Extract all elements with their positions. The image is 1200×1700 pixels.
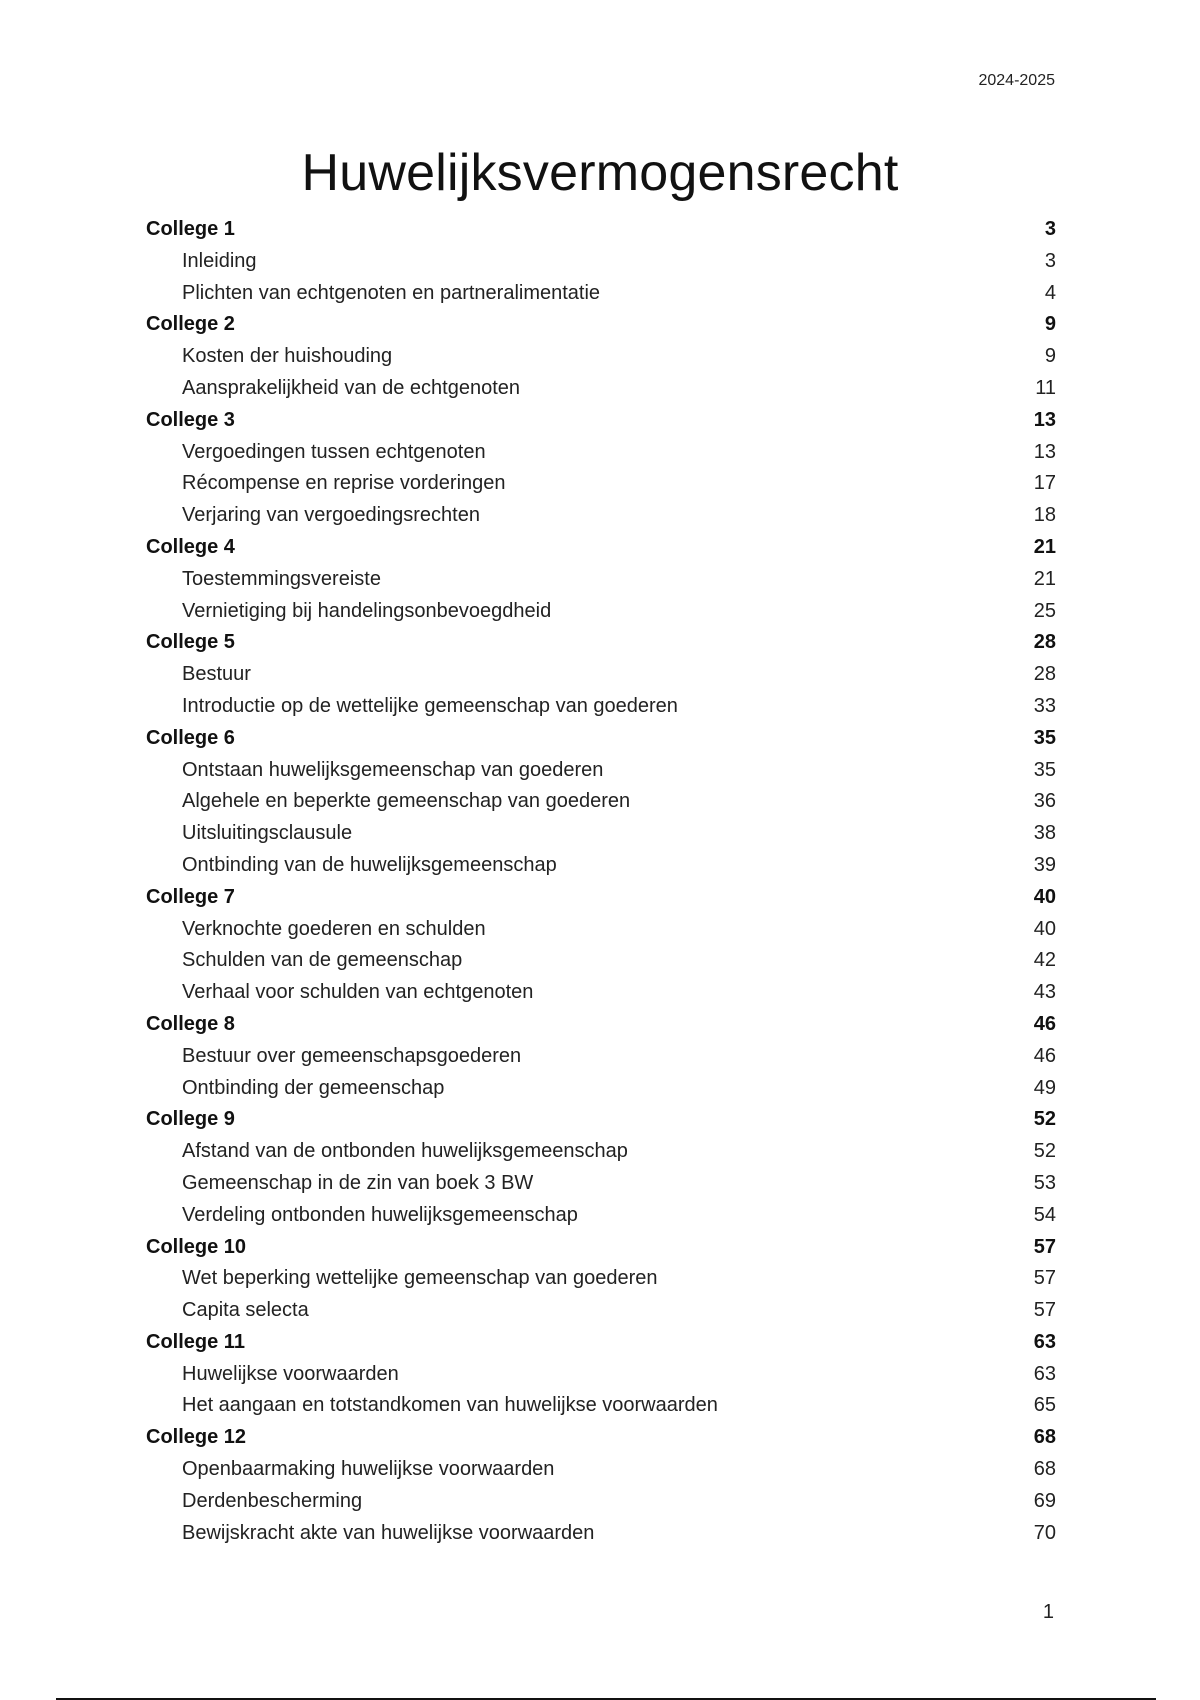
toc-chapter-entry[interactable]	[146, 313, 1056, 345]
toc-entry-page-number: 25	[1033, 599, 1056, 622]
toc-chapter-entry[interactable]	[146, 1108, 1056, 1140]
toc-chapter-entry[interactable]	[146, 886, 1056, 918]
toc-entry-label: Openbaarmaking huwelijkse voorwaarden	[182, 1458, 555, 1481]
toc-entry-page-number: 3	[1044, 249, 1056, 272]
toc-entry-label: Schulden van de gemeenschap	[182, 949, 463, 972]
toc-chapter-entry[interactable]	[146, 631, 1056, 663]
toc-chapter-entry[interactable]	[146, 218, 1056, 250]
toc-entry-page-number: 28	[1033, 663, 1056, 686]
toc-entry-page-number: 17	[1033, 472, 1056, 495]
toc-entry-page-number: 69	[1033, 1489, 1056, 1512]
toc-entry-label: College 9	[146, 1108, 235, 1131]
toc-entry-page-number: 13	[1033, 440, 1056, 463]
toc-section-entry[interactable]	[146, 918, 1056, 950]
toc-entry-page-number: 40	[1033, 885, 1056, 908]
toc-entry-page-number: 52	[1033, 1140, 1056, 1163]
toc-entry-label: Algehele en beperkte gemeenschap van goederen	[182, 790, 631, 813]
document-title: Huwelijksvermogensrecht	[301, 144, 899, 202]
toc-entry-page-number: 63	[1033, 1362, 1056, 1385]
toc-entry-label: Verjaring van vergoedingsrechten	[182, 504, 480, 527]
toc-section-entry[interactable]	[146, 568, 1056, 600]
toc-section-entry[interactable]	[146, 822, 1056, 854]
toc-chapter-entry[interactable]	[146, 1426, 1056, 1458]
toc-entry-page-number: 3	[1044, 218, 1056, 240]
toc-section-entry[interactable]	[146, 377, 1056, 409]
table-of-contents	[146, 218, 1056, 1553]
toc-entry-label: Ontbinding der gemeenschap	[182, 1076, 445, 1099]
toc-entry-label: Inleiding	[182, 249, 257, 272]
toc-section-entry[interactable]	[146, 663, 1056, 695]
toc-entry-label: Capita selecta	[182, 1299, 309, 1322]
toc-entry-label: Introductie op de wettelijke gemeenschap van goederen	[182, 694, 678, 717]
toc-chapter-entry[interactable]	[146, 409, 1056, 441]
toc-entry-page-number: 57	[1033, 1299, 1056, 1322]
toc-entry-page-number: 54	[1033, 1203, 1056, 1226]
toc-chapter-entry[interactable]	[146, 1236, 1056, 1268]
toc-entry-page-number: 57	[1033, 1235, 1056, 1258]
toc-entry-page-number: 21	[1033, 535, 1056, 558]
toc-entry-label: Aansprakelijkheid van de echtgenoten	[182, 376, 521, 399]
toc-section-entry[interactable]	[146, 790, 1056, 822]
toc-entry-label: Het aangaan en totstandkomen van huwelijkse voorwaarden	[182, 1394, 718, 1417]
toc-entry-page-number: 52	[1033, 1108, 1056, 1131]
toc-entry-label: Kosten der huishouding	[182, 345, 393, 368]
toc-section-entry[interactable]	[146, 1267, 1056, 1299]
toc-section-entry[interactable]	[146, 345, 1056, 377]
toc-entry-label: College 12	[146, 1426, 247, 1449]
toc-entry-label: Plichten van echtgenoten en partneralimentatie	[182, 281, 601, 304]
toc-entry-label: College 1	[146, 218, 235, 240]
toc-entry-label: College 4	[146, 535, 235, 558]
toc-section-entry[interactable]	[146, 1522, 1056, 1554]
toc-section-entry[interactable]	[146, 1204, 1056, 1236]
toc-section-entry[interactable]	[146, 1172, 1056, 1204]
toc-section-entry[interactable]	[146, 1363, 1056, 1395]
toc-entry-label: Vergoedingen tussen echtgenoten	[182, 440, 486, 463]
toc-entry-label: Vernietiging bij handelingsonbevoegdheid	[182, 599, 552, 622]
toc-entry-page-number: 65	[1033, 1394, 1056, 1417]
toc-entry-page-number: 35	[1033, 726, 1056, 749]
toc-entry-page-number: 28	[1033, 631, 1056, 654]
toc-section-entry[interactable]	[146, 1394, 1056, 1426]
toc-entry-page-number: 18	[1033, 504, 1056, 527]
toc-entry-label: Huwelijkse voorwaarden	[182, 1362, 399, 1385]
toc-entry-label: College 5	[146, 631, 235, 654]
toc-entry-label: Verdeling ontbonden huwelijksgemeenschap	[182, 1203, 578, 1226]
toc-entry-page-number: 9	[1044, 345, 1056, 368]
toc-entry-page-number: 68	[1033, 1426, 1056, 1449]
toc-entry-label: Afstand van de ontbonden huwelijksgemeenschap	[182, 1140, 628, 1163]
toc-section-entry[interactable]	[146, 949, 1056, 981]
toc-entry-label: College 10	[146, 1235, 247, 1258]
toc-entry-label: Bestuur over gemeenschapsgoederen	[182, 1044, 522, 1067]
toc-entry-page-number: 63	[1033, 1330, 1056, 1353]
page-number: 1	[1042, 1601, 1054, 1623]
toc-entry-label: College 7	[146, 885, 235, 908]
toc-entry-page-number: 39	[1033, 853, 1056, 876]
toc-chapter-entry[interactable]	[146, 1013, 1056, 1045]
toc-entry-page-number: 35	[1033, 758, 1056, 781]
toc-section-entry[interactable]	[146, 854, 1056, 886]
toc-entry-label: Toestemmingsvereiste	[182, 567, 381, 590]
toc-section-entry[interactable]	[146, 1458, 1056, 1490]
toc-section-entry[interactable]	[146, 1077, 1056, 1109]
toc-entry-label: College 8	[146, 1012, 235, 1035]
toc-entry-page-number: 11	[1035, 376, 1056, 399]
toc-entry-label: College 2	[146, 313, 235, 336]
toc-entry-page-number: 46	[1033, 1012, 1056, 1035]
toc-entry-page-number: 9	[1044, 313, 1056, 336]
toc-entry-label: Gemeenschap in de zin van boek 3 BW	[182, 1171, 534, 1194]
toc-entry-page-number: 4	[1044, 281, 1056, 304]
toc-chapter-entry[interactable]	[146, 1331, 1056, 1363]
toc-entry-label: Uitsluitingsclausule	[182, 822, 353, 845]
toc-chapter-entry[interactable]	[146, 536, 1056, 568]
toc-entry-page-number: 33	[1033, 694, 1056, 717]
toc-section-entry[interactable]	[146, 1140, 1056, 1172]
toc-entry-page-number: 43	[1033, 981, 1056, 1004]
toc-chapter-entry[interactable]	[146, 727, 1056, 759]
toc-section-entry[interactable]	[146, 600, 1056, 632]
toc-entry-page-number: 38	[1033, 822, 1056, 845]
toc-entry-page-number: 68	[1033, 1458, 1056, 1481]
toc-section-entry[interactable]	[146, 759, 1056, 791]
academic-year: 2024-2025	[978, 72, 1055, 89]
toc-entry-label: Wet beperking wettelijke gemeenschap van goederen	[182, 1267, 658, 1290]
toc-section-entry[interactable]	[146, 282, 1056, 314]
toc-entry-label: Ontstaan huwelijksgemeenschap van goederen	[182, 758, 604, 781]
toc-entry-label: Bewijskracht akte van huwelijkse voorwaarden	[182, 1521, 595, 1544]
toc-section-entry[interactable]	[146, 250, 1056, 282]
toc-entry-page-number: 21	[1033, 567, 1056, 590]
toc-entry-label: College 11	[146, 1330, 245, 1353]
toc-entry-page-number: 13	[1033, 408, 1056, 431]
toc-section-entry[interactable]	[146, 695, 1056, 727]
toc-section-entry[interactable]	[146, 1045, 1056, 1077]
toc-section-entry[interactable]	[146, 472, 1056, 504]
toc-section-entry[interactable]	[146, 1490, 1056, 1522]
toc-entry-page-number: 46	[1033, 1044, 1056, 1067]
toc-entry-page-number: 49	[1033, 1076, 1056, 1099]
toc-entry-label: Derdenbescherming	[182, 1489, 363, 1512]
toc-section-entry[interactable]	[146, 504, 1056, 536]
toc-entry-page-number: 53	[1033, 1171, 1056, 1194]
toc-section-entry[interactable]	[146, 981, 1056, 1013]
toc-entry-page-number: 40	[1033, 917, 1056, 940]
toc-entry-label: Verknochte goederen en schulden	[182, 917, 486, 940]
toc-entry-label: College 3	[146, 408, 235, 431]
toc-entry-label: Verhaal voor schulden van echtgenoten	[182, 981, 534, 1004]
toc-entry-label: Bestuur	[182, 663, 251, 686]
toc-entry-page-number: 70	[1033, 1521, 1056, 1544]
toc-section-entry[interactable]	[146, 1299, 1056, 1331]
toc-entry-label: Récompense en reprise vorderingen	[182, 472, 506, 495]
toc-entry-page-number: 42	[1033, 949, 1056, 972]
toc-entry-label: Ontbinding van de huwelijksgemeenschap	[182, 853, 557, 876]
toc-entry-page-number: 57	[1033, 1267, 1056, 1290]
toc-section-entry[interactable]	[146, 441, 1056, 473]
toc-entry-label: College 6	[146, 726, 235, 749]
toc-entry-page-number: 36	[1033, 790, 1056, 813]
